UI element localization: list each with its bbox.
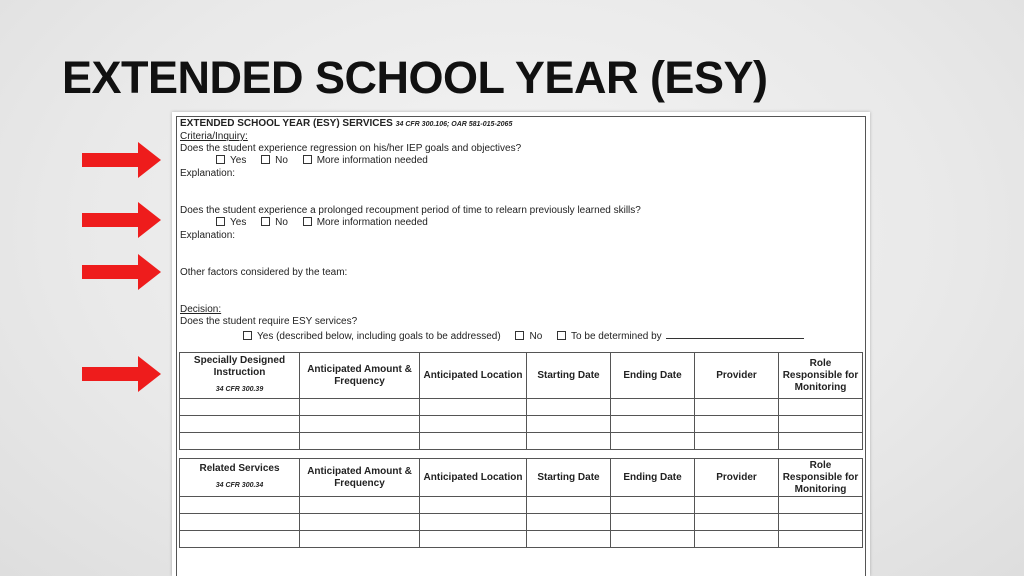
table-header: Anticipated Amount & Frequency <box>300 459 420 497</box>
sdi-table <box>179 352 863 450</box>
table-header: Provider <box>695 353 779 399</box>
criteria-label: Criteria/Inquiry: <box>180 131 248 142</box>
table-header-row <box>180 459 863 497</box>
related-services-table <box>179 458 863 548</box>
table-header-row <box>180 353 863 399</box>
checkbox[interactable] <box>261 155 270 164</box>
explanation-label: Explanation: <box>180 230 236 241</box>
esy-form <box>172 112 870 576</box>
checkbox[interactable] <box>243 331 252 340</box>
question-regression: Does the student experience regression on his/her IEP goals and objectives? <box>180 143 522 154</box>
table-header: Related Services 34 CFR 300.34 <box>180 459 300 497</box>
table-header: Starting Date <box>527 353 611 399</box>
question-recoupment: Does the student experience a prolonged recoupment period of time to relearn previously learned skills? <box>180 205 641 216</box>
table-row <box>180 399 863 416</box>
question-esy-required: Does the student require ESY services? <box>180 316 358 327</box>
table-header: Role Responsible for Monitoring <box>779 459 863 497</box>
table-header: Starting Date <box>527 459 611 497</box>
table-header: Anticipated Amount & Frequency <box>300 353 420 399</box>
checkbox[interactable] <box>216 155 225 164</box>
recoupment-options: Yes No More information needed <box>216 217 440 229</box>
table-header: Anticipated Location <box>420 353 527 399</box>
checkbox[interactable] <box>557 331 566 340</box>
arrow-right-icon <box>82 354 162 394</box>
table-row <box>180 433 863 450</box>
table-row <box>180 514 863 531</box>
arrow-right-icon <box>82 252 162 292</box>
table-header: Ending Date <box>611 459 695 497</box>
table-row <box>180 497 863 514</box>
checkbox[interactable] <box>261 217 270 226</box>
table-row <box>180 531 863 548</box>
explanation-label: Explanation: <box>180 168 236 179</box>
checkbox[interactable] <box>303 155 312 164</box>
checkbox[interactable] <box>515 331 524 340</box>
slide-title: EXTENDED SCHOOL YEAR (ESY) <box>62 52 768 103</box>
form-header: EXTENDED SCHOOL YEAR (ESY) SERVICES 34 CFR 300.106; OAR 581-015-2065 <box>180 118 513 129</box>
table-row <box>180 416 863 433</box>
decision-options: Yes (described below, including goals to be addressed) No To be determined by <box>243 329 804 343</box>
table-header: Specially Designed Instruction 34 CFR 300.39 <box>180 353 300 399</box>
determined-by-field[interactable] <box>666 329 804 339</box>
checkbox[interactable] <box>216 217 225 226</box>
regression-options: Yes No More information needed <box>216 155 440 167</box>
table-header: Anticipated Location <box>420 459 527 497</box>
table-header: Provider <box>695 459 779 497</box>
table-header: Role Responsible for Monitoring <box>779 353 863 399</box>
decision-label: Decision: <box>180 304 222 315</box>
arrow-right-icon <box>82 200 162 240</box>
other-factors: Other factors considered by the team: <box>180 267 348 278</box>
table-header: Ending Date <box>611 353 695 399</box>
arrow-right-icon <box>82 140 162 180</box>
checkbox[interactable] <box>303 217 312 226</box>
